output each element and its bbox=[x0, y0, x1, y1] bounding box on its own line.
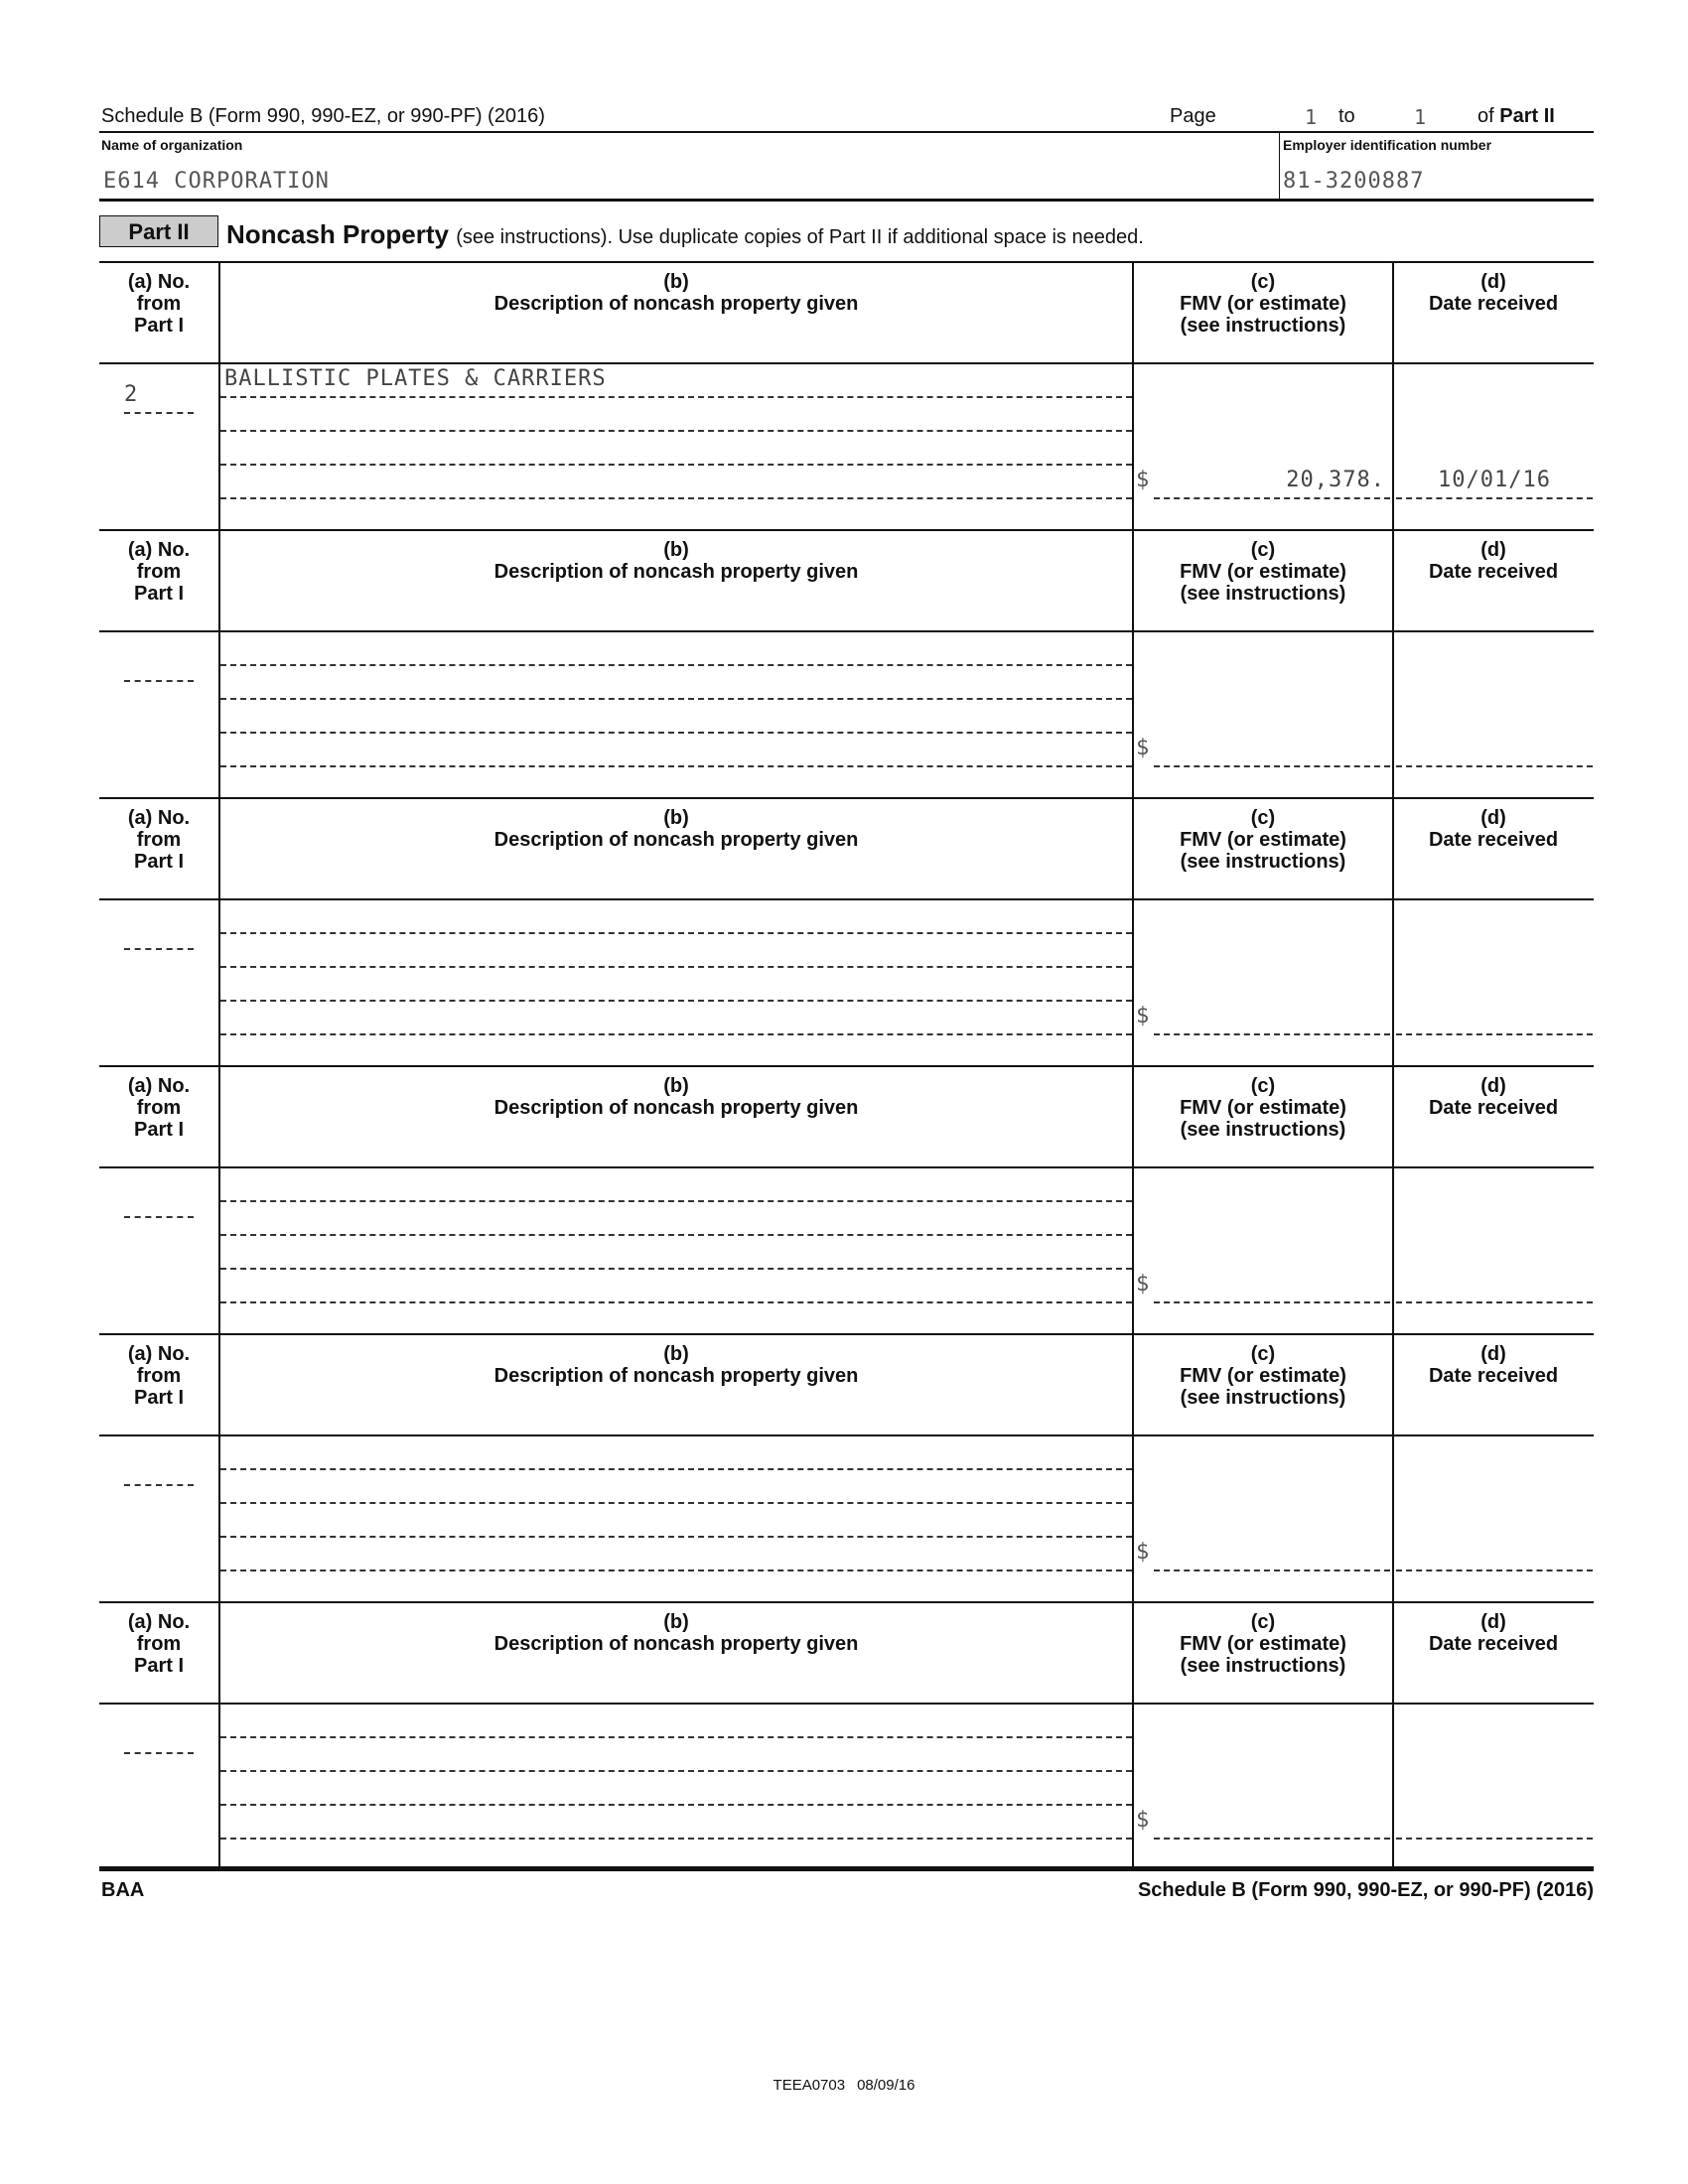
header-part-i-number-line: (a) No. bbox=[127, 271, 191, 293]
header-date-received-line: (d) bbox=[1480, 539, 1506, 561]
header-date-received-line: (d) bbox=[1480, 271, 1506, 293]
description-line[interactable] bbox=[220, 765, 1132, 767]
header-date-received-line: Date received bbox=[1428, 829, 1559, 851]
date-line[interactable] bbox=[1396, 1301, 1593, 1303]
footer-baa: BAA bbox=[101, 1879, 145, 1901]
date-line[interactable] bbox=[1396, 497, 1593, 499]
header-description-line: Description of noncash property given bbox=[493, 1365, 859, 1387]
part-i-number-line[interactable] bbox=[124, 1216, 194, 1218]
ein-value: 81-3200887 bbox=[1283, 169, 1425, 194]
header-fmv bbox=[1134, 271, 1392, 337]
description-line[interactable] bbox=[220, 1200, 1132, 1202]
header-fmv-line: (c) bbox=[1250, 1611, 1276, 1633]
header-fmv-line: FMV (or estimate) bbox=[1180, 1365, 1346, 1387]
header-date-received-line: (d) bbox=[1480, 807, 1506, 829]
description-line[interactable] bbox=[220, 1268, 1132, 1270]
form-code-date: 08/09/16 bbox=[857, 2077, 915, 2094]
dollar-sign: $ bbox=[1136, 1004, 1150, 1028]
header-fmv-line: FMV (or estimate) bbox=[1180, 561, 1346, 583]
description-line[interactable] bbox=[220, 1502, 1132, 1504]
part-title-text: Noncash Property bbox=[226, 219, 449, 249]
form-code-id: TEEA0703 bbox=[773, 2077, 846, 2094]
page-to-value: 1 bbox=[1413, 105, 1427, 129]
header-description-line: Description of noncash property given bbox=[493, 829, 859, 851]
header-fmv-line: FMV (or estimate) bbox=[1180, 1633, 1346, 1655]
header-description bbox=[220, 271, 1132, 315]
header-description bbox=[220, 539, 1132, 583]
description-line[interactable] bbox=[220, 1033, 1132, 1035]
header-fmv-line: FMV (or estimate) bbox=[1180, 1097, 1346, 1119]
page-from-value: 1 bbox=[1304, 105, 1318, 129]
header-date-received bbox=[1394, 1075, 1593, 1119]
header-fmv bbox=[1134, 539, 1392, 605]
description-value: BALLISTIC PLATES & CARRIERS bbox=[224, 366, 607, 391]
header-date-received bbox=[1394, 1343, 1593, 1387]
form-title: Schedule B (Form 990, 990-EZ, or 990-PF) (2016) bbox=[101, 105, 545, 127]
header-fmv-line: (c) bbox=[1250, 1075, 1276, 1097]
description-line[interactable] bbox=[220, 1804, 1132, 1806]
header-part-i-number-line: from bbox=[136, 1097, 182, 1119]
header-fmv-line: (c) bbox=[1250, 807, 1276, 829]
header-fmv bbox=[1134, 1611, 1392, 1677]
part-note: (see instructions). Use duplicate copies of Part II if additional space is needed. bbox=[456, 226, 1144, 248]
dollar-sign: $ bbox=[1136, 736, 1150, 760]
header-part-i-number bbox=[99, 1611, 218, 1677]
header-description bbox=[220, 1343, 1132, 1387]
description-line[interactable] bbox=[220, 1301, 1132, 1303]
property-section bbox=[99, 1603, 1594, 1871]
header-fmv bbox=[1134, 807, 1392, 873]
header-date-received-line: (d) bbox=[1480, 1343, 1506, 1365]
ein-label: Employer identification number bbox=[1283, 137, 1492, 153]
header-part-i-number-line: Part I bbox=[133, 315, 185, 337]
date-line[interactable] bbox=[1396, 1570, 1593, 1571]
column-header-row bbox=[99, 1603, 1594, 1705]
description-line[interactable] bbox=[220, 932, 1132, 934]
description-line[interactable] bbox=[220, 966, 1132, 968]
header-date-received bbox=[1394, 807, 1593, 851]
form-footer bbox=[99, 1866, 1594, 1909]
property-section bbox=[99, 531, 1594, 799]
header-part-i-number bbox=[99, 1343, 218, 1409]
part-heading bbox=[99, 202, 1594, 263]
header-date-received-line: Date received bbox=[1428, 1365, 1559, 1387]
part-i-number-line[interactable] bbox=[124, 412, 194, 414]
header-date-received bbox=[1394, 539, 1593, 583]
header-part-i-number bbox=[99, 539, 218, 605]
header-fmv-line: (see instructions) bbox=[1180, 315, 1346, 337]
date-line[interactable] bbox=[1396, 765, 1593, 767]
header-date-received bbox=[1394, 1611, 1593, 1655]
property-section bbox=[99, 1335, 1594, 1603]
header-part-i-number bbox=[99, 807, 218, 873]
header-part-i-number-line: Part I bbox=[133, 583, 185, 605]
header-part-i-number-line: from bbox=[136, 293, 182, 315]
part-ref: Part II bbox=[1499, 105, 1555, 127]
schedule-b-form bbox=[99, 99, 1594, 1871]
header-description-line: Description of noncash property given bbox=[493, 293, 859, 315]
description-line[interactable] bbox=[220, 1736, 1132, 1738]
header-part-i-number-line: (a) No. bbox=[127, 1611, 191, 1633]
header-part-i-number-line: from bbox=[136, 1365, 182, 1387]
dollar-sign: $ bbox=[1136, 1808, 1150, 1833]
org-name-value: E614 CORPORATION bbox=[103, 169, 330, 194]
header-description-line: (b) bbox=[663, 807, 689, 829]
header-description-line: Description of noncash property given bbox=[493, 1097, 859, 1119]
header-date-received-line: Date received bbox=[1428, 1633, 1559, 1655]
header-description-line: (b) bbox=[663, 1611, 689, 1633]
dollar-sign: $ bbox=[1136, 468, 1150, 492]
fmv-line[interactable] bbox=[1154, 1838, 1390, 1840]
of-label: of bbox=[1477, 105, 1494, 127]
header-date-received bbox=[1394, 271, 1593, 315]
header-description-line: (b) bbox=[663, 539, 689, 561]
description-line[interactable] bbox=[220, 1468, 1132, 1470]
column-header-row bbox=[99, 799, 1594, 900]
header-part-i-number-line: (a) No. bbox=[127, 807, 191, 829]
description-line[interactable] bbox=[220, 1536, 1132, 1538]
header-description-line: (b) bbox=[663, 1343, 689, 1365]
form-code bbox=[0, 2077, 1688, 2094]
description-line[interactable] bbox=[220, 430, 1132, 432]
part-i-number-line[interactable] bbox=[124, 1484, 194, 1486]
header-part-i-number-line: Part I bbox=[133, 1655, 185, 1677]
header-fmv bbox=[1134, 1075, 1392, 1141]
header-part-i-number-line: Part I bbox=[133, 851, 185, 873]
header-fmv-line: (see instructions) bbox=[1180, 583, 1346, 605]
description-line[interactable] bbox=[220, 698, 1132, 700]
description-line[interactable] bbox=[220, 732, 1132, 734]
header-fmv-line: (see instructions) bbox=[1180, 1119, 1346, 1141]
page-label: Page bbox=[1170, 105, 1216, 127]
property-section bbox=[99, 799, 1594, 1067]
org-name-label: Name of organization bbox=[101, 137, 243, 153]
header-fmv-line: (see instructions) bbox=[1180, 1655, 1346, 1677]
of-part-label bbox=[1477, 105, 1555, 128]
form-header bbox=[99, 99, 1594, 131]
to-label: to bbox=[1338, 105, 1355, 127]
header-date-received-line: (d) bbox=[1480, 1611, 1506, 1633]
header-part-i-number bbox=[99, 1075, 218, 1141]
description-line[interactable] bbox=[220, 464, 1132, 466]
column-header-row bbox=[99, 1335, 1594, 1436]
date-line[interactable] bbox=[1396, 1838, 1593, 1840]
header-description-line: Description of noncash property given bbox=[493, 561, 859, 583]
part-i-number-value: 2 bbox=[124, 382, 139, 407]
property-section bbox=[99, 1067, 1594, 1335]
part-i-number-line[interactable] bbox=[124, 1752, 194, 1754]
header-part-i-number-line: Part I bbox=[133, 1119, 185, 1141]
description-line[interactable] bbox=[220, 1770, 1132, 1772]
column-header-row bbox=[99, 1067, 1594, 1168]
part-title bbox=[226, 219, 1144, 250]
description-line[interactable] bbox=[220, 1838, 1132, 1840]
fmv-line[interactable] bbox=[1154, 1570, 1390, 1571]
header-fmv-line: FMV (or estimate) bbox=[1180, 829, 1346, 851]
dollar-sign: $ bbox=[1136, 1272, 1150, 1297]
part-i-number-line[interactable] bbox=[124, 680, 194, 682]
header-description bbox=[220, 807, 1132, 851]
description-line[interactable] bbox=[220, 396, 1132, 398]
description-line[interactable] bbox=[220, 1234, 1132, 1236]
noncash-property-sections bbox=[99, 263, 1594, 1871]
date-received-value: 10/01/16 bbox=[1438, 468, 1551, 492]
header-fmv-line: (c) bbox=[1250, 271, 1276, 293]
property-section bbox=[99, 263, 1594, 531]
fmv-line[interactable] bbox=[1154, 1033, 1390, 1035]
header-part-i-number-line: (a) No. bbox=[127, 539, 191, 561]
fmv-line[interactable] bbox=[1154, 765, 1390, 767]
header-part-i-number-line: from bbox=[136, 561, 182, 583]
header-fmv-line: (see instructions) bbox=[1180, 1387, 1346, 1409]
header-date-received-line: Date received bbox=[1428, 1097, 1559, 1119]
fmv-line[interactable] bbox=[1154, 497, 1390, 499]
fmv-line[interactable] bbox=[1154, 1301, 1390, 1303]
description-line[interactable] bbox=[220, 1570, 1132, 1571]
date-line[interactable] bbox=[1396, 1033, 1593, 1035]
header-description bbox=[220, 1075, 1132, 1119]
dollar-sign: $ bbox=[1136, 1540, 1150, 1565]
header-part-i-number-line: from bbox=[136, 829, 182, 851]
organization-row bbox=[99, 133, 1594, 202]
header-date-received-line: (d) bbox=[1480, 1075, 1506, 1097]
header-part-i-number-line: Part I bbox=[133, 1387, 185, 1409]
description-line[interactable] bbox=[220, 664, 1132, 666]
header-part-i-number-line: from bbox=[136, 1633, 182, 1655]
header-part-i-number-line: (a) No. bbox=[127, 1343, 191, 1365]
header-fmv bbox=[1134, 1343, 1392, 1409]
description-line[interactable] bbox=[220, 497, 1132, 499]
header-fmv-line: (see instructions) bbox=[1180, 851, 1346, 873]
description-line[interactable] bbox=[220, 1000, 1132, 1002]
header-fmv-line: (c) bbox=[1250, 1343, 1276, 1365]
part-badge: Part II bbox=[99, 215, 218, 247]
header-date-received-line: Date received bbox=[1428, 293, 1559, 315]
header-description bbox=[220, 1611, 1132, 1655]
header-part-i-number bbox=[99, 271, 218, 337]
header-description-line: (b) bbox=[663, 1075, 689, 1097]
column-header-row bbox=[99, 531, 1594, 632]
header-part-i-number-line: (a) No. bbox=[127, 1075, 191, 1097]
footer-schedule-title: Schedule B (Form 990, 990-EZ, or 990-PF) (2016) bbox=[1137, 1879, 1594, 1901]
header-date-received-line: Date received bbox=[1428, 561, 1559, 583]
header-description-line: Description of noncash property given bbox=[493, 1633, 859, 1655]
header-fmv-line: FMV (or estimate) bbox=[1180, 293, 1346, 315]
column-header-row bbox=[99, 263, 1594, 364]
part-i-number-line[interactable] bbox=[124, 948, 194, 950]
header-fmv-line: (c) bbox=[1250, 539, 1276, 561]
header-description-line: (b) bbox=[663, 271, 689, 293]
fmv-value: 20,378. bbox=[1286, 468, 1385, 492]
